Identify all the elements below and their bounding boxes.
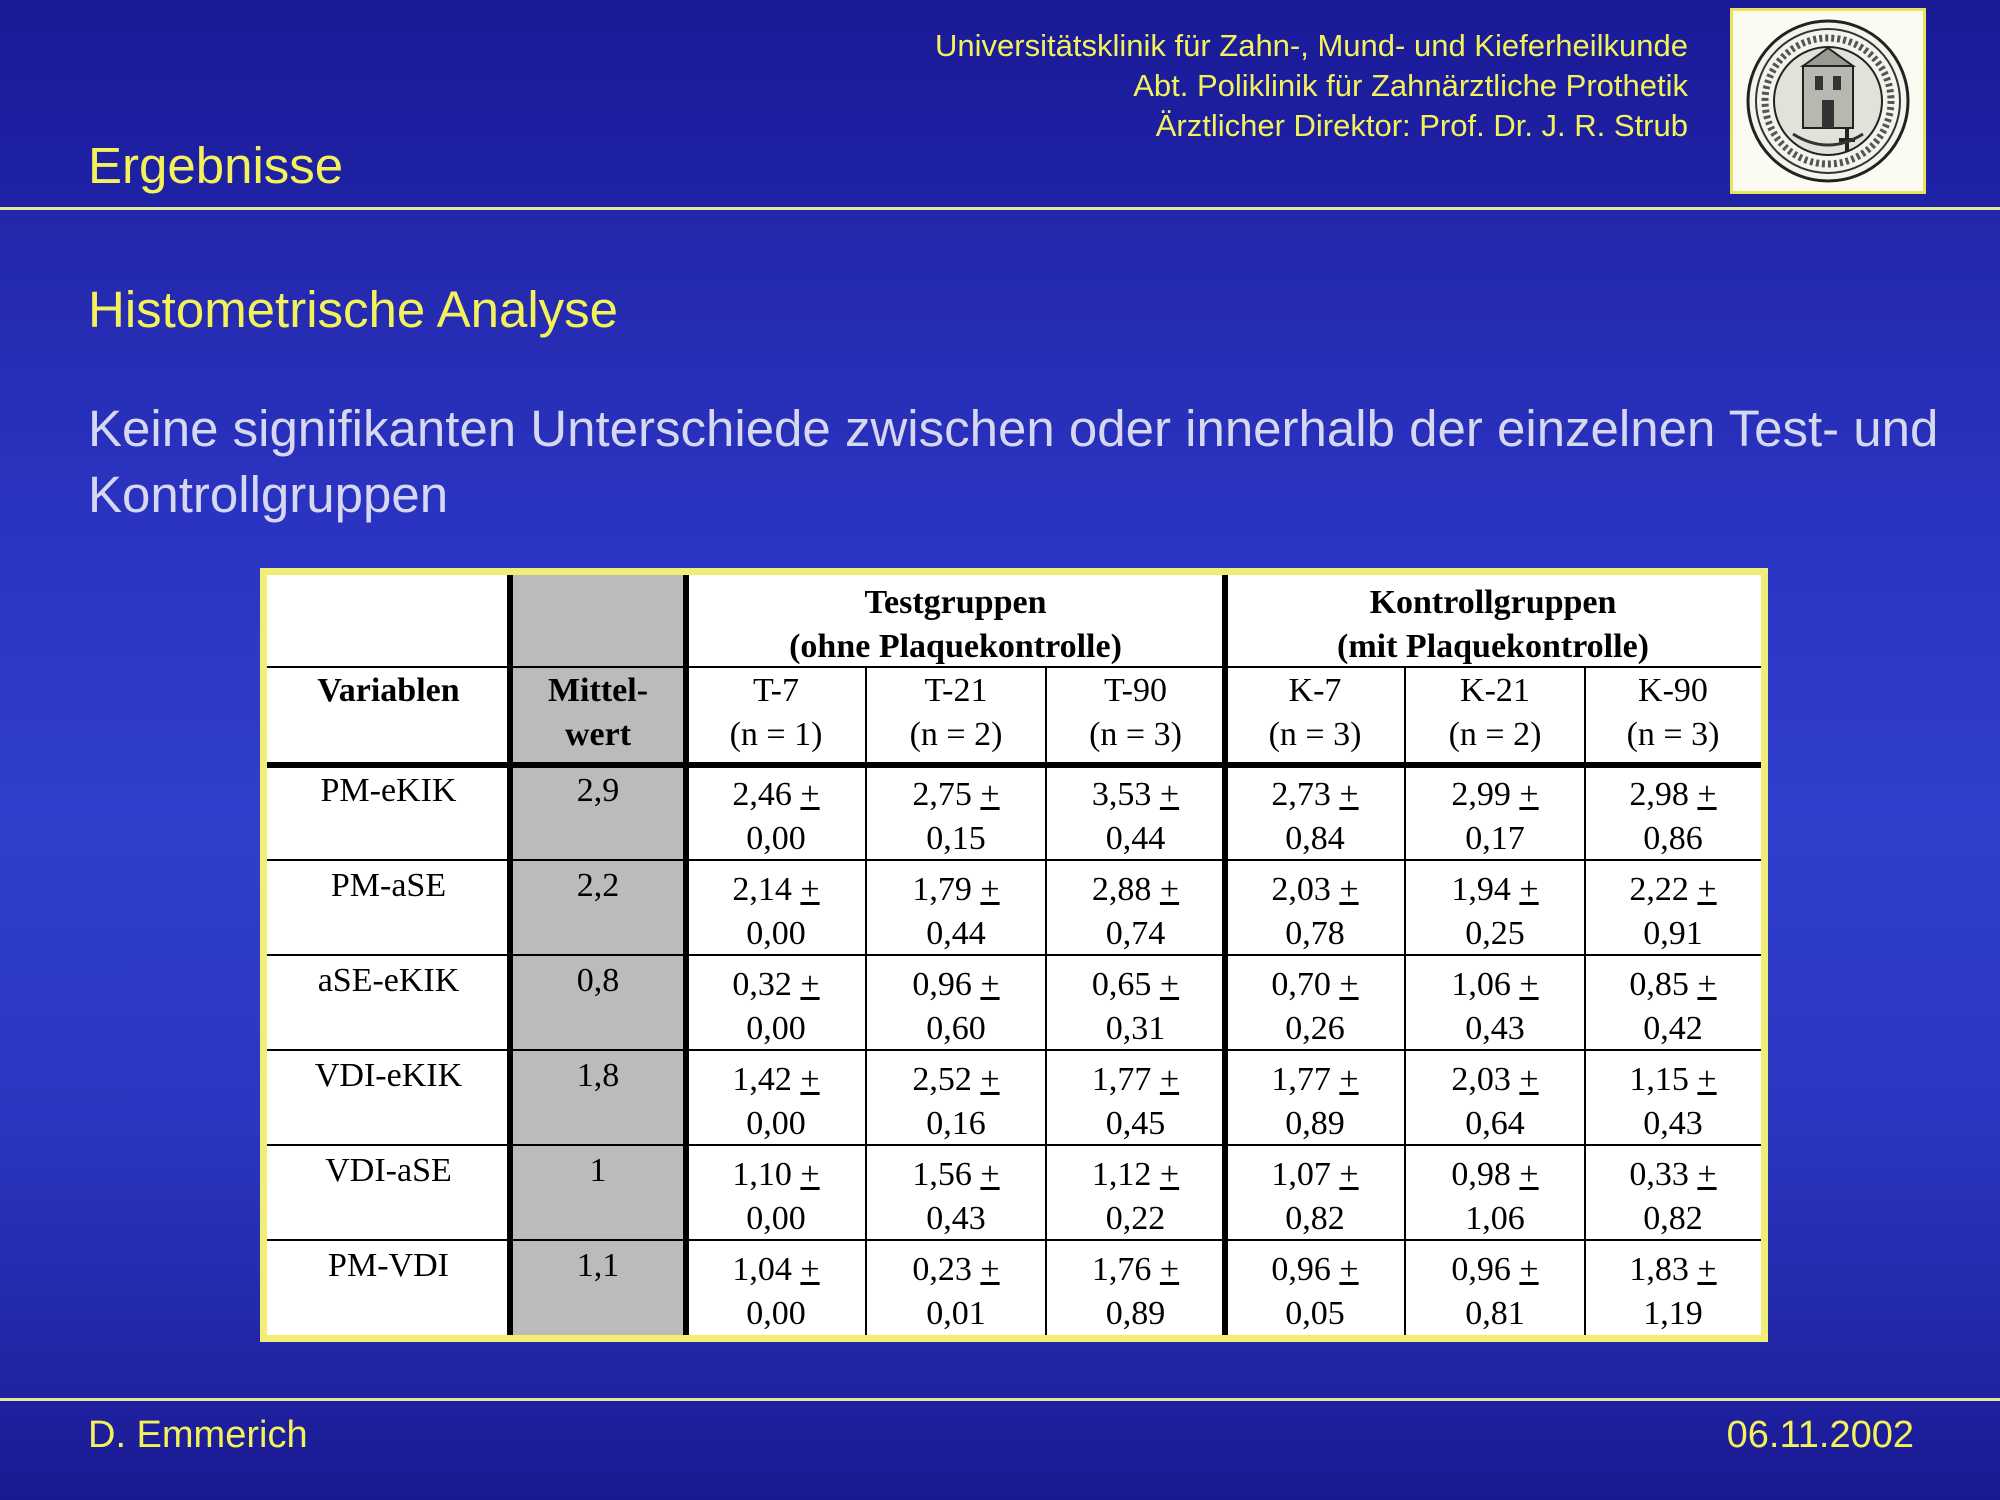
- value-cell: 0,98 + 1,06: [1451, 1156, 1539, 1237]
- variable-cell: aSE-eKIK: [317, 962, 460, 999]
- mean-column-header: Mittel- wert: [547, 672, 649, 753]
- mean-cell: 1,1: [576, 1247, 620, 1284]
- value-cell: 2,88 + 0,74: [1091, 871, 1180, 952]
- author-name: D. Emmerich: [88, 1414, 308, 1456]
- value-cell: 0,65 + 0,31: [1091, 966, 1180, 1047]
- value-cell: 0,85 + 0,42: [1629, 966, 1717, 1047]
- value-cell: 1,06 + 0,43: [1451, 966, 1539, 1047]
- mean-cell: 2,2: [576, 867, 620, 904]
- value-cell: 0,32 + 0,00: [732, 966, 820, 1047]
- group-column-header: T-7 (n = 1): [729, 672, 823, 753]
- presentation-date: 06.11.2002: [1726, 1414, 1914, 1456]
- group-column-header: K-7 (n = 3): [1268, 672, 1362, 753]
- value-cell: 0,96 + 0,81: [1451, 1251, 1539, 1332]
- value-cell: 1,10 + 0,00: [732, 1156, 820, 1237]
- value-cell: 0,96 + 0,60: [912, 966, 1000, 1047]
- variable-cell: VDI-aSE: [325, 1152, 452, 1189]
- institution-line: Ärztlicher Direktor: Prof. Dr. J. R. Strub: [1155, 108, 1688, 143]
- value-cell: 0,96 + 0,05: [1271, 1251, 1359, 1332]
- section-title: Ergebnisse: [88, 137, 344, 194]
- university-seal: [1730, 8, 1926, 194]
- value-cell: 2,98 + 0,86: [1629, 776, 1717, 857]
- value-cell: 2,75 + 0,15: [912, 776, 1000, 857]
- value-cell: 0,70 + 0,26: [1271, 966, 1359, 1047]
- value-cell: 2,14 + 0,00: [732, 871, 820, 952]
- variable-cell: VDI-eKIK: [314, 1057, 463, 1094]
- value-cell: 2,73 + 0,84: [1271, 776, 1359, 857]
- value-cell: 1,83 + 1,19: [1629, 1251, 1717, 1332]
- value-cell: 0,33 + 0,82: [1629, 1156, 1717, 1237]
- group-column-header: T-90 (n = 3): [1089, 672, 1182, 753]
- value-cell: 2,03 + 0,78: [1271, 871, 1359, 952]
- mean-cell: 1,8: [576, 1057, 620, 1094]
- value-cell: 2,99 + 0,17: [1451, 776, 1539, 857]
- variable-column-header: Variablen: [317, 672, 460, 709]
- mean-cell: 0,8: [576, 962, 620, 999]
- results-table: [260, 568, 1768, 1342]
- value-cell: 1,56 + 0,43: [912, 1156, 1000, 1237]
- slide-subtitle: Histometrische Analyse: [88, 281, 619, 338]
- value-cell: 1,77 + 0,45: [1091, 1061, 1180, 1142]
- value-cell: 2,52 + 0,16: [912, 1061, 1000, 1142]
- variable-cell: PM-aSE: [330, 867, 447, 904]
- institution-line: Abt. Poliklinik für Zahnärztliche Prothetik: [1133, 68, 1688, 103]
- group-column-header: T-21 (n = 2): [909, 672, 1003, 753]
- control-group-header: Kontrollgruppen (mit Plaquekontrolle): [1337, 584, 1649, 665]
- group-column-header: K-21 (n = 2): [1448, 672, 1542, 753]
- institution-line: Universitätsklinik für Zahn-, Mund- und Kieferheilkunde: [935, 28, 1688, 63]
- value-cell: 1,76 + 0,89: [1091, 1251, 1180, 1332]
- institution-block: [935, 26, 1688, 146]
- header-divider: [0, 207, 2000, 210]
- value-cell: 1,12 + 0,22: [1091, 1156, 1180, 1237]
- result-statement: Keine signifikanten Unterschiede zwischen oder innerhalb der einzelnen Test- und Kontrollgruppen: [88, 400, 1939, 523]
- value-cell: 1,15 + 0,43: [1629, 1061, 1717, 1142]
- group-column-header: K-90 (n = 3): [1626, 672, 1720, 753]
- value-cell: 1,77 + 0,89: [1271, 1061, 1359, 1142]
- mean-cell: 2,9: [576, 772, 620, 809]
- value-cell: 1,04 + 0,00: [732, 1251, 820, 1332]
- mean-cell: 1: [589, 1152, 607, 1189]
- value-cell: 0,23 + 0,01: [912, 1251, 1000, 1332]
- variable-cell: PM-eKIK: [320, 772, 457, 809]
- value-cell: 1,94 + 0,25: [1451, 871, 1539, 952]
- test-group-header: Testgruppen (ohne Plaquekontrolle): [789, 584, 1122, 665]
- value-cell: 1,42 + 0,00: [732, 1061, 820, 1142]
- university-seal-icon: [1743, 16, 1913, 186]
- variable-cell: PM-VDI: [328, 1247, 449, 1284]
- value-cell: 3,53 + 0,44: [1091, 776, 1180, 857]
- value-cell: 1,79 + 0,44: [912, 871, 1000, 952]
- value-cell: 2,46 + 0,00: [732, 776, 820, 857]
- value-cell: 1,07 + 0,82: [1271, 1156, 1359, 1237]
- value-cell: 2,03 + 0,64: [1451, 1061, 1539, 1142]
- value-cell: 2,22 + 0,91: [1629, 871, 1717, 952]
